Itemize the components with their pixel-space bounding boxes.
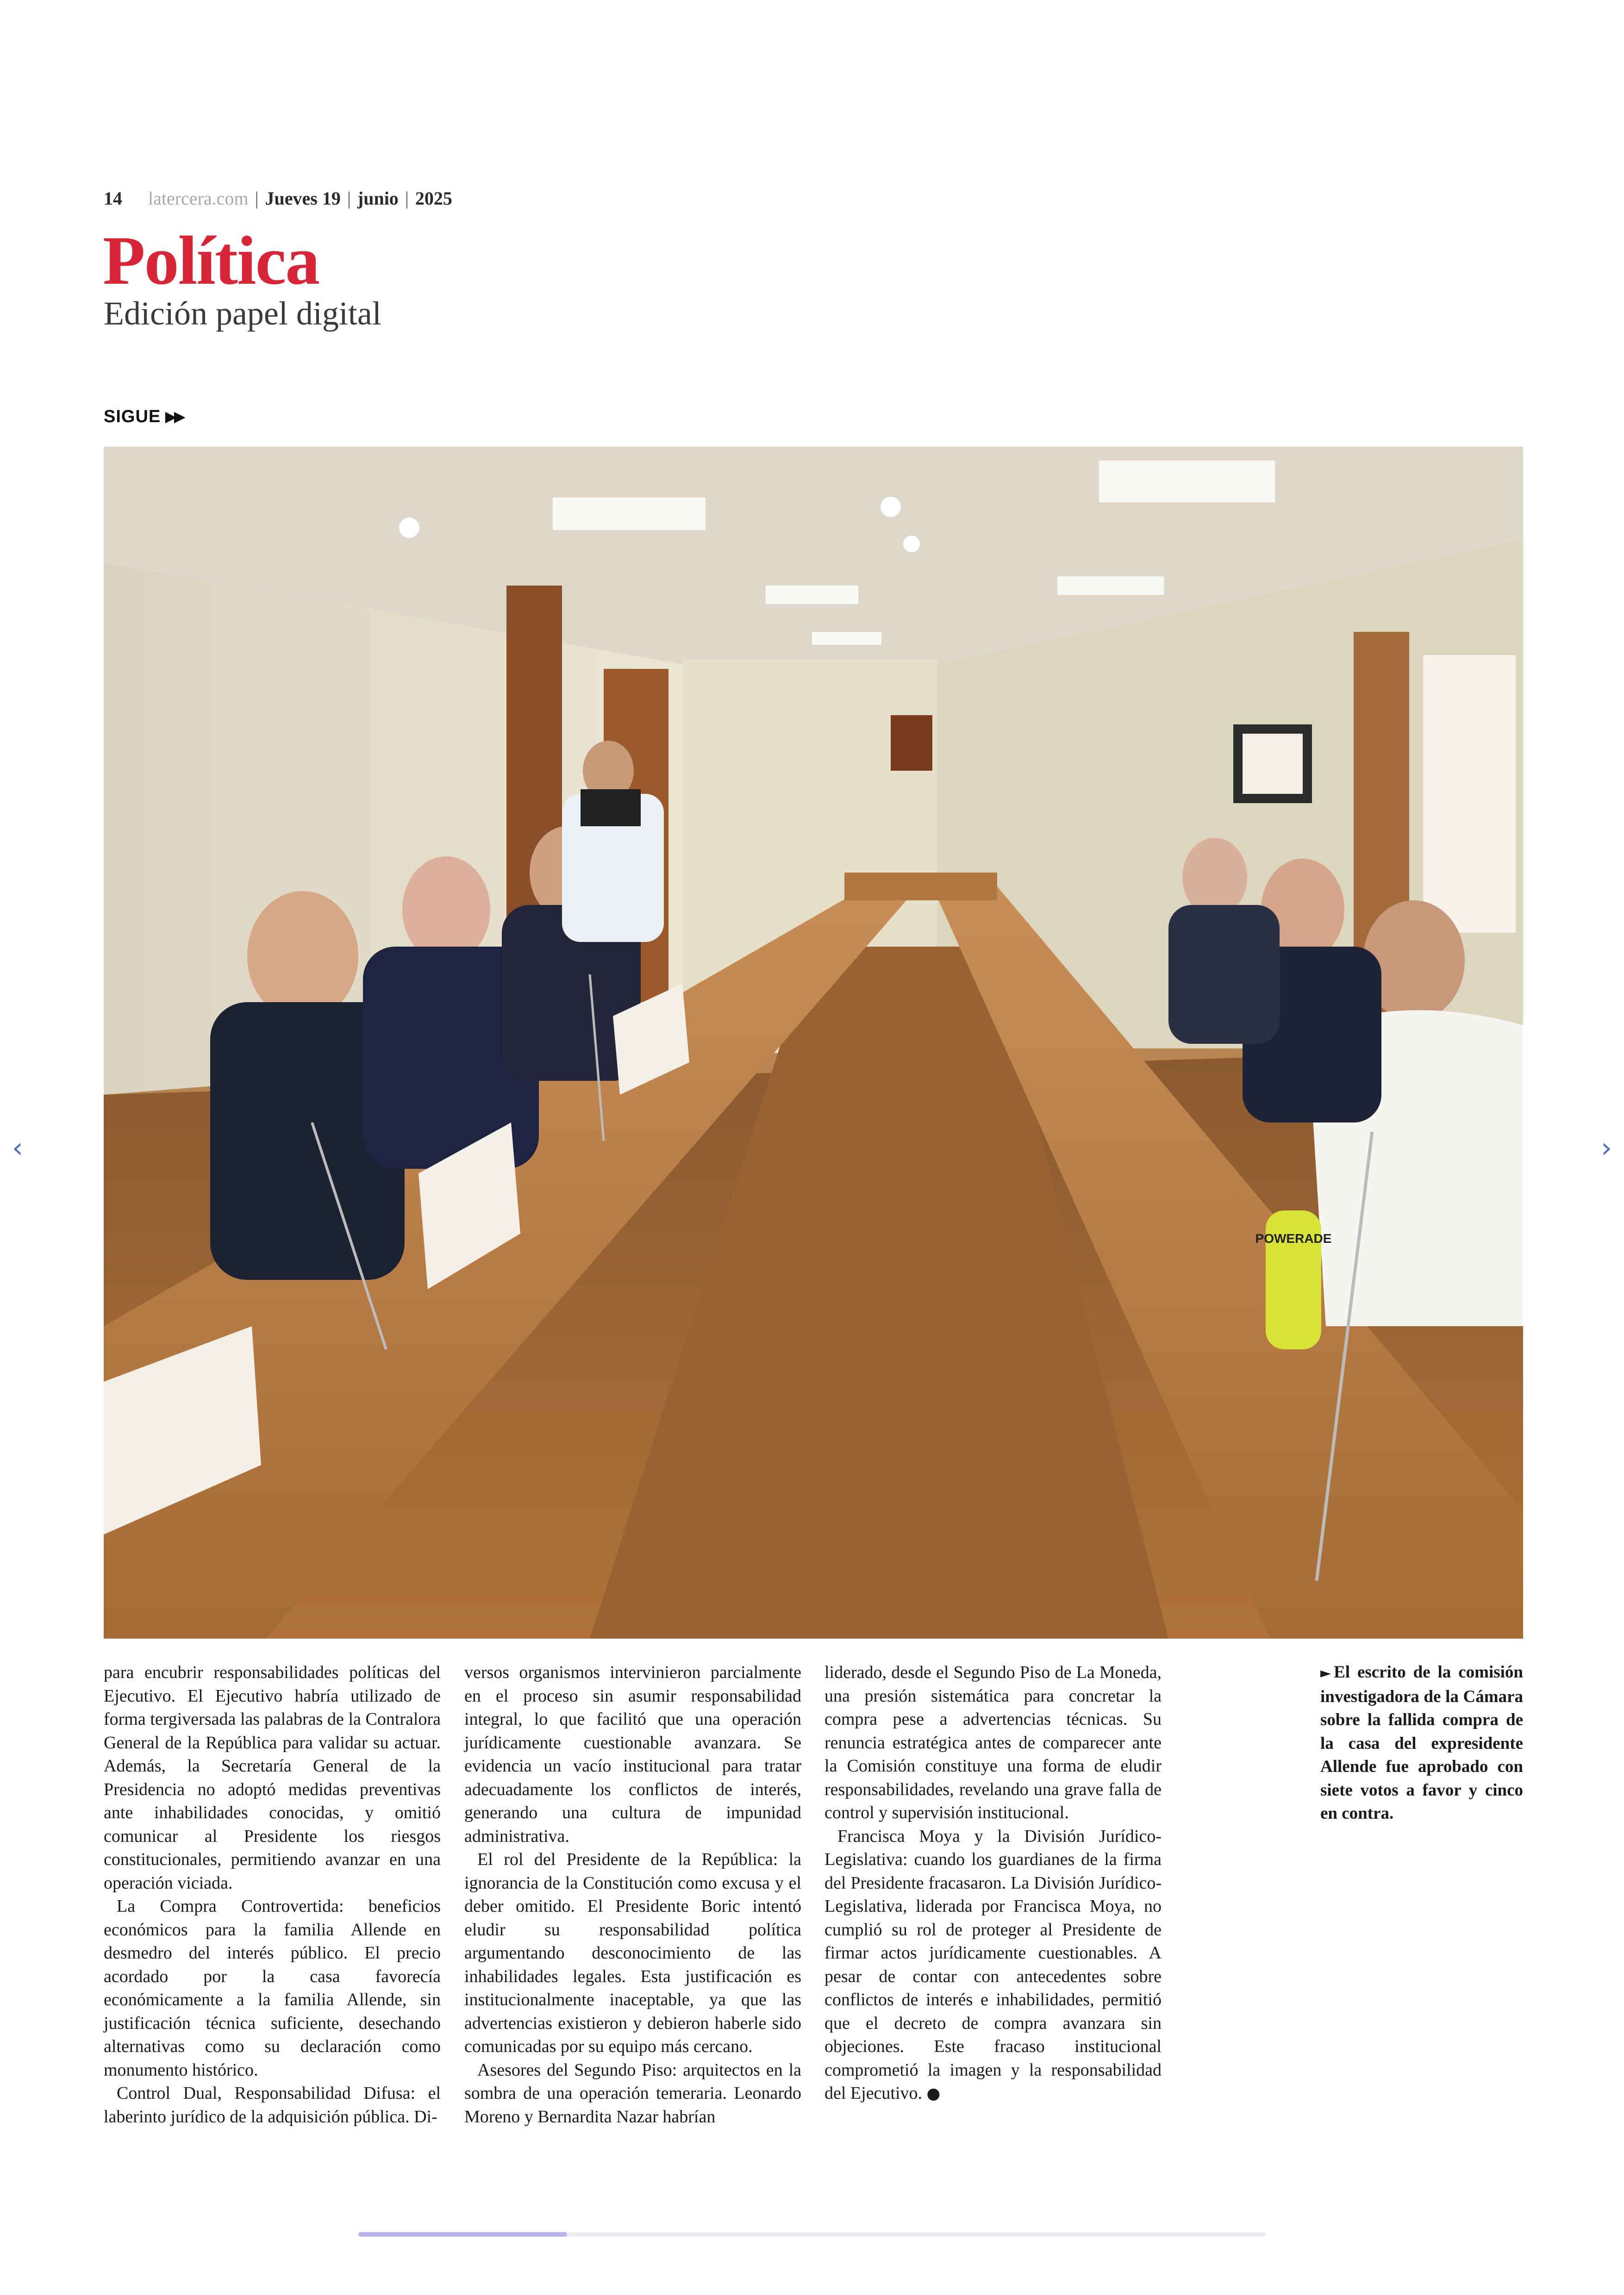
ceiling-light (812, 632, 881, 645)
folio-line (104, 184, 452, 212)
year: 2025 (415, 187, 452, 209)
person-suit (1168, 905, 1280, 1044)
paragraph: liderado, desde el Segundo Piso de La Moneda, una presión sistemática para concretar la compra pese a advertencias técnicas. Su renuncia estratégica antes de comparecer ante la Comisión constituye una forma de eludir responsabilidades, revelando una grave falla de control y supervisión institucional. (824, 1663, 1162, 1822)
hearing-room-photo (104, 447, 1523, 1639)
folio-separator: | (255, 187, 259, 209)
photo-caption (1320, 1661, 1523, 1826)
article-column-1 (104, 1661, 441, 2128)
caption-text: El escrito de la comisión investigadora de la Cámara sobre la fallida compra de la casa del expresidente Allende fue aprobado con siete votos a favor y cinco en contra. (1320, 1663, 1523, 1823)
page-number: 14 (104, 187, 122, 209)
paragraph: Control Dual, Responsabilidad Difusa: el laberinto jurídico de la adquisición pública. Di- (104, 2083, 441, 2127)
paragraph: La Compra Controvertida: beneficios económicos para la familia Allende en desmedro del interés público. El precio acordado por la casa favorecía económicamente a la familia Allende, sin justificación técnica suficiente, desechando alternativas como su declaración como monumento histórico. (104, 1896, 441, 2080)
paragraph: versos organismos intervinieron parcialmente en el proceso sin asumir responsabilidad integral, lo que facilitó que una operación jurídicamente cuestionable avanzara. Se evidencia un vacío institucional para tratar adecuadamente los conflictos de interés, generando una cultura de impunidad administrativa. (464, 1663, 801, 1846)
folio-separator: | (347, 187, 351, 209)
previous-page-icon[interactable]: ‹ (12, 1132, 23, 1164)
weekday-day: Jueves 19 (265, 187, 341, 209)
downlight (399, 518, 419, 538)
ceiling-light (1099, 461, 1275, 502)
article-column-2 (464, 1661, 801, 2128)
downlight (903, 536, 920, 552)
next-page-icon[interactable]: › (1601, 1132, 1612, 1164)
paragraph (824, 1825, 1162, 2106)
video-camera (581, 789, 641, 826)
bottle-label: POWERADE (1255, 1231, 1332, 1246)
end-of-article-icon: ● (926, 2084, 941, 2103)
paragraph: Asesores del Segundo Piso: arquitectos en la sombra de una operación temeraria. Leonardo Moreno y Bernardita Nazar habrían (464, 2060, 801, 2127)
continue-marker (104, 403, 183, 430)
continue-label: SIGUE (104, 406, 161, 426)
paragraph: para encubrir responsabilidades políticas del Ejecutivo. El Ejecutivo habría utilizado de forma tergiversada las palabras de la Contralora General de la República para validar su actuar. Además, la Secretaría General de la Presidencia no adoptó medidas preventivas ante inhabilidades conocidas, y omitió comunicar al Presidente los riesgos constitucionales, permitiendo avanzar en una operación viciada. (104, 1663, 441, 1893)
framed-portrait (891, 715, 932, 771)
edition-subtitle: Edición papel digital (104, 295, 381, 332)
reading-progress-bar[interactable] (358, 2232, 1266, 2237)
downlight (881, 497, 901, 517)
person-head (247, 891, 358, 1021)
ceiling-light (1057, 576, 1164, 595)
site-name[interactable]: latercera.com (148, 187, 249, 209)
double-arrow-icon: ▶▶ (165, 409, 183, 424)
ceiling-light (553, 498, 706, 530)
folio-separator: | (405, 187, 409, 209)
paragraph-text: Francisca Moya y la División Jurídico-Legislativa: cuando los guardianes de la firma del Presidente fracasaron. La División Jurídico-Legislativa, liderada por Francisca Moya, no cumplió su rol de proteger al Presidente de firmar actos jurídicamente cuestionables. A pesar de contar con antecedentes sobre conflictos de interés e inhabilidades, permitió que el decreto de compra avanzara sin objeciones. Este fracaso institucional comprometió la imagen y la responsabilidad del Ejecutivo. (824, 1826, 1162, 2103)
month: junio (357, 187, 399, 209)
article-column-3 (824, 1661, 1162, 2106)
section-title: Política (103, 222, 319, 299)
back-desk (844, 873, 997, 900)
ceiling-light (766, 586, 858, 604)
caption-marker-icon: ► (1320, 1665, 1331, 1681)
window (1423, 655, 1516, 933)
photo-illustration (104, 447, 1523, 1639)
person-head (1182, 838, 1247, 917)
reading-progress-fill (358, 2232, 567, 2237)
paragraph: El rol del Presidente de la República: la ignorancia de la Constitución como excusa y el deber omitido. El Presidente Boric intentó eludir su responsabilidad política argumentando desconocimiento de las inhabilidades legales. Esta justificación es institucionalmente inaceptable, ya que las advertencias existieron y debieron haberle sido comunicadas por su equipo más cercano. (464, 1850, 801, 2056)
